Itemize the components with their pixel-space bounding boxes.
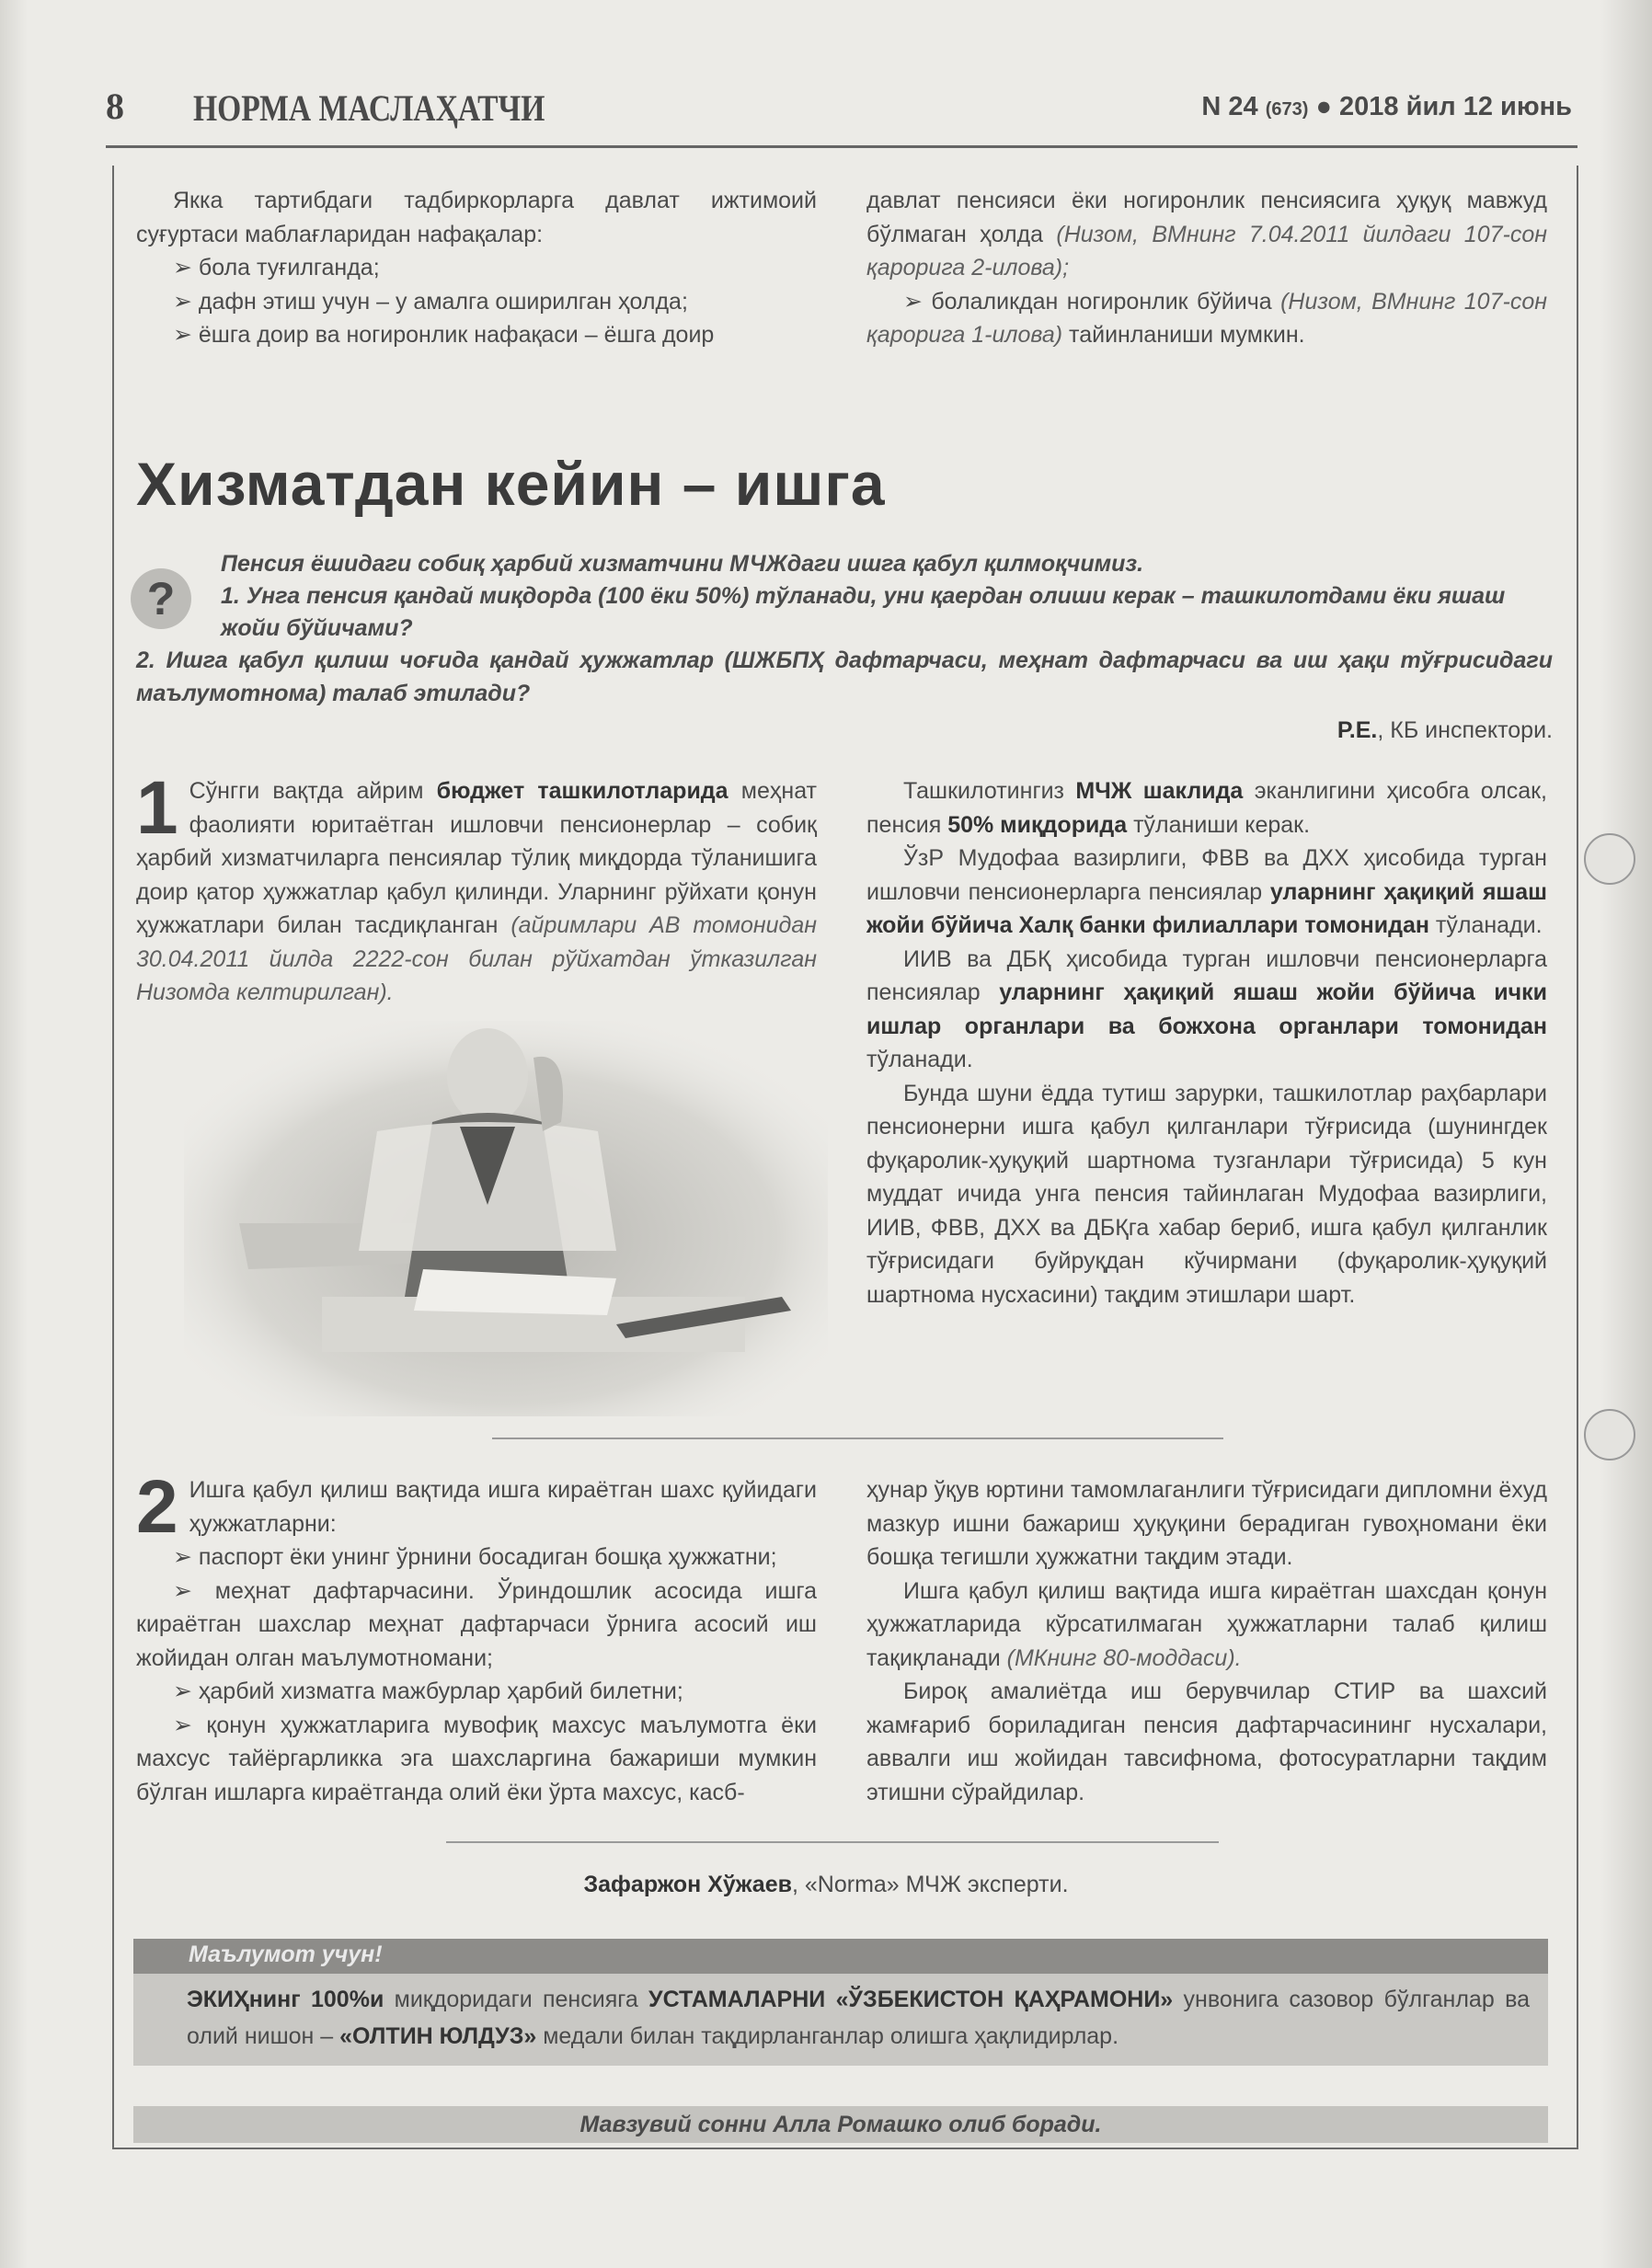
section-divider [492,1438,1223,1439]
header-rule [106,145,1577,148]
answer-1-right [866,774,1547,1312]
question-item-1: 1. Унга пенсия қандай миқдорда (100 ёки 50%) тўланади, уни қаердан олиши керак – ташкилотдами ёки яшаш жойи бўйичами? [221,583,1506,641]
issue-info [1201,92,1572,122]
intro-reference: (Низом, ВМнинг 107-сон қарорига 1-илова) [866,288,1547,348]
issue-total: (673) [1265,99,1309,120]
answer-text: меҳнат фаолияти юритаётган ишловчи пенсионерлар – собиқ ҳарбий хизматчиларга пенсиялар тўлиқ миқдорда тўланишига доир қатор ҳужжатлар қабул қилинди. Уларнинг рўйхати қонун ҳужжатлари билан тасдиқланган [136,778,817,938]
intro-paragraph: Якка тартибдаги тадбиркорларга давлат ижтимоий суғуртаси маблағларидан нафақалар: [136,188,817,247]
intro-bullet: ➢ дафн этиш учун – у амалга оширилган ҳолда; [136,285,817,319]
intro-paragraph [866,184,1547,285]
binder-hole [1584,1409,1635,1460]
answer-number: 1 [136,766,178,850]
info-text: унвонига сазовор бўлганлар ва олий нишон – [187,1987,1530,2049]
answer-paragraph: ҳунар ўқув юртини тамомлаганлиги тўғрисидаги дипломни ёхуд мазкур ишни бажариш ҳуқуқини берадиган гувоҳномани ёки бошқа тегишли ҳужжатни тақдим этади. [866,1477,1548,1570]
section-editor-note: Мавзувий сонни Алла Ромашко олиб боради. [133,2106,1548,2143]
answer-2-left [136,1465,817,1809]
signer-role: , КБ инспектори. [1377,717,1553,743]
info-emphasis: ЭКИҲнинг 100%и [187,1987,384,2012]
answer-bullet: ➢ паспорт ёки унинг ўрнини босадиган бошқа ҳужжатни; [136,1541,817,1575]
intro-bullet [866,285,1547,352]
reader-question [221,548,1553,645]
author-name: Зафаржон Хўжаев [583,1872,792,1897]
intro-right-column [866,184,1547,352]
answer-paragraph [866,943,1547,1077]
answer-emphasis: уларнинг ҳақиқий яшаш жойи бўйича ички ишлар органлари ва божхона органлари томонидан [866,979,1547,1039]
info-box-header [133,1939,1548,1974]
question-mark-icon: ? [131,568,191,629]
answer-text: Ишга қабул қилиш вақтида ишга кираётган шахсдан қонун ҳужжатларида кўрсатилмаган ҳужжатларни талаб қилиш тақиқланади [866,1577,1547,1671]
issue-number: N 24 [1201,92,1258,121]
intro-bullet: ➢ ёшга доир ва ногиронлик нафақаси – ёшга доир [136,318,817,352]
article-title: Хизматдан кейин – ишга [136,450,886,518]
intro-text: давлат пенсияси ёки ногиронлик пенсиясига ҳуқуқ мавжуд бўлмаган ҳолда [866,188,1547,247]
info-text: миқдоридаги пенсияга [384,1987,649,2012]
answer-paragraph [136,766,818,1010]
intro-bullet: ➢ бола туғилганда; [136,251,817,285]
answer-paragraph: Бироқ амалиётда иш берувчилар СТИР ва шахсий жамғариб бориладиган пенсия дафтарчасининг нусхалари, аввалги иш жойидан тавсифнома, фотосуратларни тақдим этишни сўрайдилар. [866,1678,1547,1805]
photo-head [447,1028,528,1124]
answer-reference: (айримлари АВ томонидан 30.04.2011 йилда 2222-сон билан рўйхатдан ўтказилган Низомда келтирилган). [136,912,818,1005]
answer-text: Сўнгги вақтда айрим [189,778,437,804]
answer-paragraph [866,1575,1547,1676]
page-number: 8 [106,86,124,127]
answer-paragraph [866,774,1547,842]
question-lead: Пенсия ёшидаги собиқ ҳарбий хизматчини МЧЖдаги ишга қабул қилмоқчимиз. [221,551,1144,577]
answer-bullet: ➢ қонун ҳужжатларига мувофиқ махсус маълумотга ёки махсус тайёргарликка эга шахсларгина бажариши мумкин бўлган ишларга кираётганда олий ёки ўрта махсус, касб- [136,1709,817,1810]
answer-paragraph: Бунда шуни ёдда тутиш зарурки, ташкилотлар раҳбарлари пенсионерни ишга қабул қилганлари тўғрисида (шунингдек фуқаролик-ҳуқуқий шартнома тузганлари тўғрисида) 5 кун муддат ичида унга пенсия тайинлаган Мудофаа вазирлиги, ИИВ, ФВВ, ДХХ ва ДБҚга хабар бериб, ишга қабул қилганлик тўғрисидаги буйруқдан кўчирмани (фуқаролик-ҳуқуқий шартнома нусхасини) тақдим этишлари шарт. [866,1080,1547,1308]
answer-paragraph [866,842,1547,943]
answer-text: тўланиши керак. [1127,811,1311,838]
article-author [0,1872,1652,1898]
answer-text: Ишга қабул қилиш вақтида ишга кираётган шахс қуйидаги ҳужжатларни: [189,1477,817,1537]
answer-emphasis: уларнинг ҳақиқий яшаш жойи бўйича Халқ банки филиаллари томонидан [866,878,1548,938]
answer-text: тўланади. [1428,912,1543,938]
answer-reference: (МКнинг 80-моддаси). [1006,1644,1242,1671]
question-signer [1337,717,1553,744]
info-text: медали билан тақдирланганлар олишга ҳақлидирлар. [536,2023,1119,2049]
question-item-2: 2. Ишга қабул қилиш чоғида қандай ҳужжатлар (ШЖБПҲ дафтарчаси, меҳнат дафтарчаси ва иш ҳақи тўғрисидаги маълумотнома) талаб этилади? [136,647,1553,706]
answer-text: тўланади. [866,1047,973,1072]
intro-text: болаликдан ногиронлик бўйича [931,288,1281,315]
page-header [106,85,1577,140]
answer-2-right [866,1473,1547,1809]
masthead: НОРМА МАСЛАҲАТЧИ [193,87,545,129]
answer-1-left [136,766,818,1010]
answer-text: Ташкилотингиз [903,778,1076,804]
info-emphasis: УСТАМАЛАРНИ «ЎЗБЕКИСТОН ҚАҲРАМОНИ» [648,1987,1174,2012]
answer-text: ИИВ ва ДБҚ ҳисобида турган ишловчи пенсионерларга пенсиялар [866,945,1547,1005]
info-box-text [187,1981,1530,2055]
binder-hole [1584,833,1635,885]
answer-text: эканлигини ҳисобга олсак, пенсия [866,778,1548,838]
answer-emphasis: МЧЖ шаклида [1075,778,1244,804]
illustration-photo [184,1021,828,1416]
answer-text: ЎзР Мудофаа вазирлиги, ФВВ ва ДХХ ҳисобида турган ишловчи пенсионерларга пенсиялар [866,845,1547,905]
answer-paragraph [136,1465,817,1549]
author-role: , «Norma» МЧЖ эксперти. [791,1872,1069,1897]
signer-initials: Р.Е. [1337,717,1378,743]
answer-emphasis: 50% миқдорида [947,811,1128,838]
intro-reference: (Низом, ВМнинг 7.04.2011 йилдаги 107-сон қарорига 2-илова); [866,221,1547,281]
intro-text: тайинланиши мумкин. [1062,322,1305,348]
intro-left-column [136,184,817,352]
answer-bullet: ➢ ҳарбий хизматга мажбурлар ҳарбий билетни; [136,1675,817,1709]
answer-bullet: ➢ меҳнат дафтарчасини. Ўриндошлик асосида ишга кираётган шахслар меҳнат дафтарчаси ўрнига асосий иш жойидан олган маълумотномани; [136,1575,817,1676]
author-divider [446,1841,1219,1843]
info-box [133,1939,1548,2066]
info-box-label: Маълумот учун! [189,1942,383,1967]
answer-number: 2 [136,1465,178,1549]
issue-date: ● 2018 йил 12 июнь [1315,92,1572,121]
info-emphasis: «ОЛТИН ЮЛДУЗ» [339,2023,537,2049]
answer-emphasis: бюджет ташкилотларида [436,778,728,804]
